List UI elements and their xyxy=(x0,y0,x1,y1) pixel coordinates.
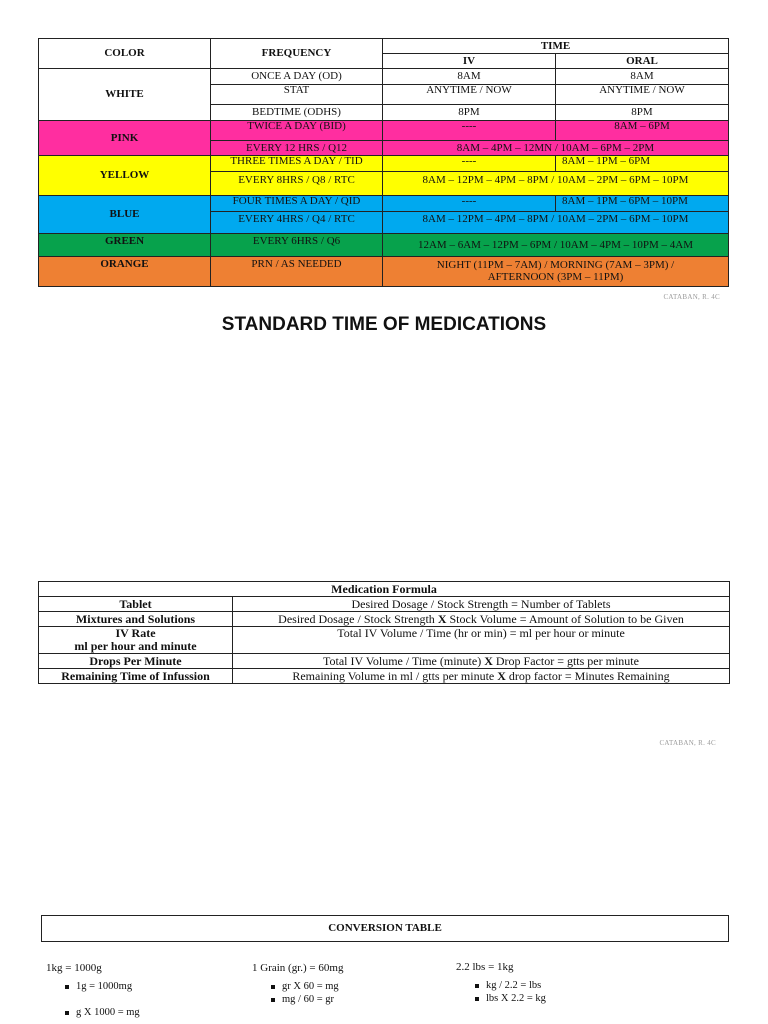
conversion-column-lbs xyxy=(456,960,646,1005)
table-row xyxy=(39,69,729,85)
formula-text xyxy=(233,669,730,684)
table-row xyxy=(39,627,730,654)
iv-cell: ANYTIME / NOW xyxy=(383,85,556,105)
list-item-text: 1g = 1000mg xyxy=(76,981,133,992)
frequency-cell: EVERY 8HRS / Q8 / RTC xyxy=(211,172,383,196)
formula-label xyxy=(39,627,233,654)
iv-cell: ---- xyxy=(383,156,556,172)
header-frequency: FREQUENCY xyxy=(211,39,383,69)
frequency-cell: EVERY 6HRS / Q6 xyxy=(211,234,383,257)
label-line-2: ml per hour and minute xyxy=(74,639,197,653)
formula-text xyxy=(233,654,730,669)
square-bullet-icon xyxy=(475,984,479,988)
list-item xyxy=(46,981,236,993)
square-bullet-icon xyxy=(271,998,275,1002)
table-row xyxy=(39,196,729,212)
frequency-cell: STAT xyxy=(211,85,383,105)
table-row xyxy=(39,234,729,257)
iv-cell: ---- xyxy=(383,121,556,141)
conversion-table-title: CONVERSION TABLE xyxy=(41,915,729,942)
medication-time-table xyxy=(38,38,729,287)
frequency-cell: TWICE A DAY (BID) xyxy=(211,121,383,141)
square-bullet-icon xyxy=(65,1011,69,1015)
medication-formula-table xyxy=(38,581,730,684)
multiply-sign: X xyxy=(484,653,493,668)
conversion-list xyxy=(252,981,442,1006)
list-item xyxy=(456,993,646,1005)
header-time: TIME xyxy=(383,39,729,54)
header-color: COLOR xyxy=(39,39,211,69)
table-row xyxy=(39,257,729,287)
list-item-text: mg / 60 = gr xyxy=(282,994,335,1005)
iv-cell: 8AM xyxy=(383,69,556,85)
color-label-orange: ORANGE xyxy=(39,257,211,287)
table-row xyxy=(39,612,730,627)
table-row xyxy=(39,669,730,684)
square-bullet-icon xyxy=(271,985,275,989)
iv-cell: ---- xyxy=(383,196,556,212)
author-watermark: CATABAN, R. 4C xyxy=(659,739,716,747)
conversion-list xyxy=(456,980,646,1005)
formula-part: drop factor = Minutes Remaining xyxy=(505,668,670,683)
frequency-cell: ONCE A DAY (OD) xyxy=(211,69,383,85)
time-cell: 8AM – 12PM – 4PM – 8PM / 10AM – 2PM – 6PM – 10PM xyxy=(383,172,729,196)
square-bullet-icon xyxy=(475,997,479,1001)
list-item xyxy=(252,994,442,1006)
formula-table-title: Medication Formula xyxy=(39,582,730,597)
header-iv: IV xyxy=(383,54,556,69)
formula-text xyxy=(233,612,730,627)
color-label-white: WHITE xyxy=(39,69,211,121)
formula-label: Tablet xyxy=(39,597,233,612)
list-item xyxy=(456,980,646,992)
formula-part: Remaining Volume in ml / gtts per minute xyxy=(292,668,498,683)
list-item-text: kg / 2.2 = lbs xyxy=(486,980,542,991)
conversion-list xyxy=(46,981,236,1019)
formula-label: Mixtures and Solutions xyxy=(39,612,233,627)
frequency-cell: THREE TIMES A DAY / TID xyxy=(211,156,383,172)
list-item xyxy=(46,1007,236,1019)
oral-cell: 8AM xyxy=(556,69,729,85)
frequency-cell: FOUR TIMES A DAY / QID xyxy=(211,196,383,212)
table-row xyxy=(39,654,730,669)
oral-cell: 8AM – 1PM – 6PM xyxy=(556,156,729,172)
label-line-1: IV Rate xyxy=(115,626,156,640)
formula-label: Drops Per Minute xyxy=(39,654,233,669)
time-cell: 8AM – 4PM – 12MN / 10AM – 6PM – 2PM xyxy=(383,141,729,156)
frequency-cell: PRN / AS NEEDED xyxy=(211,257,383,287)
color-label-green: GREEN xyxy=(39,234,211,257)
time-line-2: AFTERNOON (3PM – 11PM) xyxy=(487,271,624,283)
formula-part: Drop Factor = gtts per minute xyxy=(492,653,639,668)
formula-part: Desired Dosage / Stock Strength xyxy=(278,611,438,626)
frequency-cell: EVERY 12 HRS / Q12 xyxy=(211,141,383,156)
conversion-heading: 1kg = 1000g xyxy=(46,962,102,974)
page-title: STANDARD TIME OF MEDICATIONS xyxy=(221,314,547,335)
table-row xyxy=(39,597,730,612)
conversion-heading: 1 Grain (gr.) = 60mg xyxy=(252,962,344,974)
formula-label: Remaining Time of Infussion xyxy=(39,669,233,684)
time-line-1: NIGHT (11PM – 7AM) / MORNING (7AM – 3PM) / xyxy=(436,259,675,271)
time-cell: 8AM – 12PM – 4PM – 8PM / 10AM – 2PM – 6PM – 10PM xyxy=(383,212,729,234)
formula-part: Total IV Volume / Time (minute) xyxy=(323,653,485,668)
formula-part: Stock Volume = Amount of Solution to be Given xyxy=(446,611,684,626)
multiply-sign: X xyxy=(497,668,506,683)
color-label-pink: PINK xyxy=(39,121,211,156)
frequency-cell: BEDTIME (ODHS) xyxy=(211,105,383,121)
time-cell: 12AM – 6AM – 12PM – 6PM / 10AM – 4PM – 10PM – 4AM xyxy=(383,234,729,257)
oral-cell: 8PM xyxy=(556,105,729,121)
list-item-text: lbs X 2.2 = kg xyxy=(486,993,546,1004)
list-item-text: gr X 60 = mg xyxy=(282,981,339,992)
author-watermark: CATABAN, R. 4C xyxy=(663,293,720,301)
oral-cell: ANYTIME / NOW xyxy=(556,85,729,105)
oral-cell: 8AM – 1PM – 6PM – 10PM xyxy=(556,196,729,212)
frequency-cell: EVERY 4HRS / Q4 / RTC xyxy=(211,212,383,234)
conversion-heading: 2.2 lbs = 1kg xyxy=(456,961,514,973)
conversion-column-kg xyxy=(46,961,236,1019)
multiply-sign: X xyxy=(437,611,447,626)
color-label-yellow: YELLOW xyxy=(39,156,211,196)
oral-cell: 8AM – 6PM xyxy=(556,121,729,141)
square-bullet-icon xyxy=(65,985,69,989)
conversion-column-grain xyxy=(252,961,442,1006)
list-item xyxy=(252,981,442,993)
table-row xyxy=(39,156,729,172)
formula-text: Total IV Volume / Time (hr or min) = ml per hour or minute xyxy=(233,627,730,654)
color-label-blue: BLUE xyxy=(39,196,211,234)
iv-cell: 8PM xyxy=(383,105,556,121)
list-item-text: g X 1000 = mg xyxy=(76,1007,140,1018)
header-oral: ORAL xyxy=(556,54,729,69)
table-row xyxy=(39,121,729,141)
time-cell xyxy=(383,257,729,287)
formula-text: Desired Dosage / Stock Strength = Number of Tablets xyxy=(233,597,730,612)
